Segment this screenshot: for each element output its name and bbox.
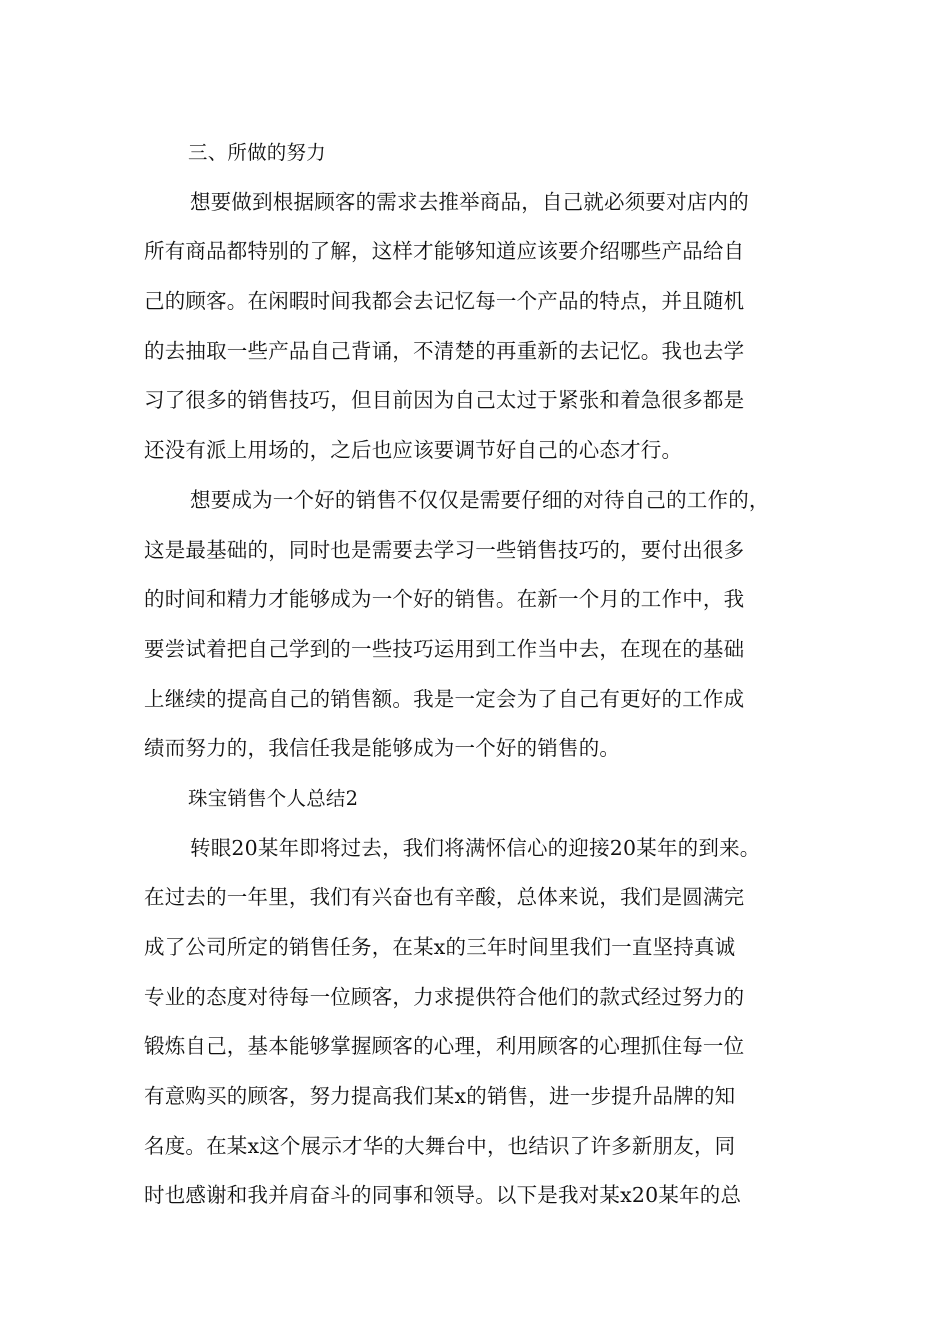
paragraph-line: 成了公司所定的销售任务，在某x的三年时间里我们一直坚持真诚 bbox=[144, 935, 736, 959]
paragraph-line: 在过去的一年里，我们有兴奋也有辛酸，总体来说，我们是圆满完 bbox=[144, 885, 745, 910]
paragraph-line: 专业的态度对待每一位顾客，力求提供符合他们的款式经过努力的 bbox=[144, 984, 745, 1009]
paragraph-line: 这是最基础的，同时也是需要去学习一些销售技巧的，要付出很多 bbox=[144, 537, 745, 562]
paragraph-line: 锻炼自己，基本能够掌握顾客的心理，利用顾客的心理抓住每一位 bbox=[144, 1034, 745, 1059]
paragraph-line: 的时间和精力才能够成为一个好的销售。在新一个月的工作中，我 bbox=[144, 587, 745, 612]
paragraph-line: 还没有派上用场的，之后也应该要调节好自己的心态才行。 bbox=[144, 438, 683, 463]
paragraph-line: 的去抽取一些产品自己背诵，不清楚的再重新的去记忆。我也去学 bbox=[144, 338, 745, 363]
paragraph-line: 己的顾客。在闲暇时间我都会去记忆每一个产品的特点，并且随机 bbox=[144, 289, 745, 314]
paragraph-line: 所有商品都特别的了解，这样才能够知道应该要介绍哪些产品给自 bbox=[144, 239, 745, 264]
paragraph-line: 绩而努力的，我信任我是能够成为一个好的销售的。 bbox=[144, 736, 621, 761]
section-heading: 三、所做的努力 bbox=[188, 141, 326, 164]
paragraph-line: 有意购买的顾客，努力提高我们某x的销售，进一步提升品牌的知 bbox=[144, 1084, 736, 1109]
document-body bbox=[144, 128, 824, 1221]
paragraph-line: 要尝试着把自己学到的一些技巧运用到工作当中去，在现在的基础 bbox=[144, 636, 745, 661]
paragraph-line: 时也感谢和我并肩奋斗的同事和领导。以下是我对某x20某年的总 bbox=[144, 1183, 742, 1208]
paragraph-line: 转眼20某年即将过去，我们将满怀信心的迎接20某年的到来。 bbox=[190, 835, 761, 860]
paragraph-line: 名度。在某x这个展示才华的大舞台中，也结识了许多新朋友，同 bbox=[144, 1133, 736, 1158]
paragraph-line: 想要成为一个好的销售不仅仅是需要仔细的对待自己的工作的， bbox=[190, 487, 770, 512]
paragraph-line: 想要做到根据顾客的需求去推举商品，自己就必须要对店内的 bbox=[190, 189, 749, 214]
paragraph-line: 上继续的提高自己的销售额。我是一定会为了自己有更好的工作成 bbox=[144, 686, 745, 711]
section-heading: 珠宝销售个人总结2 bbox=[188, 786, 359, 810]
paragraph-line: 习了很多的销售技巧，但目前因为自己太过于紧张和着急很多都是 bbox=[144, 388, 745, 413]
